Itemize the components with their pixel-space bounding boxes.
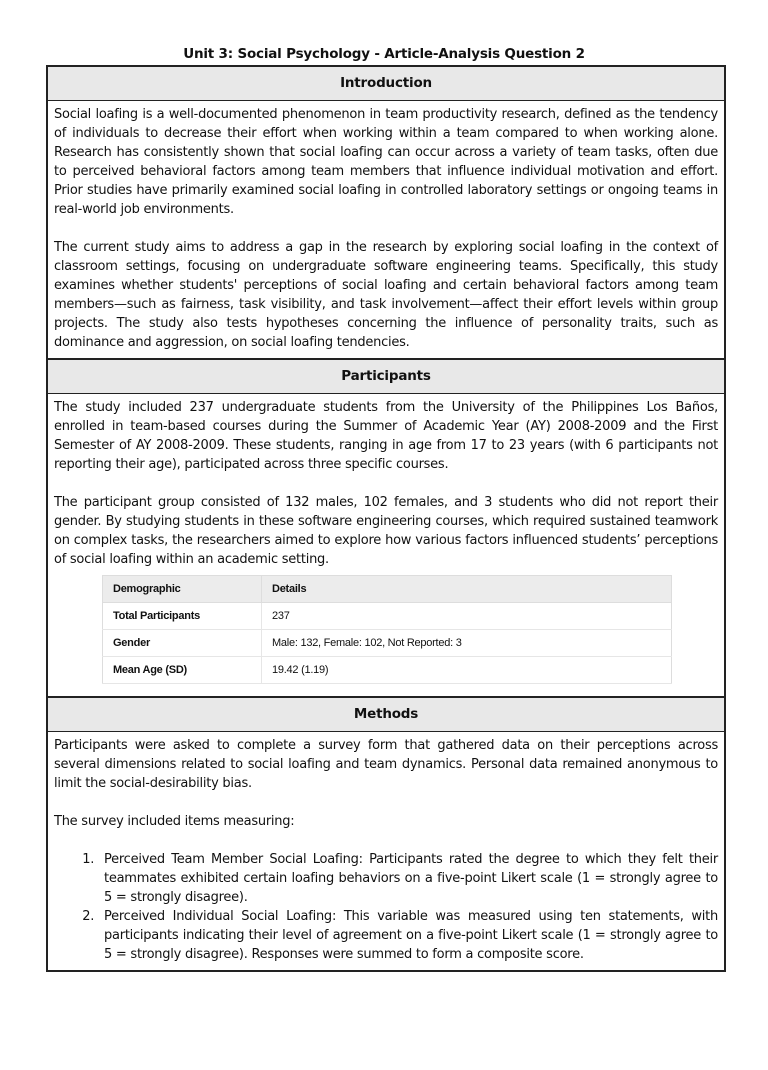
participants-paragraph: The study included 237 undergraduate students from the University of the Philippines Los Baños, enrolled in team-based courses during the Summer of Academic Year (AY) 2008-2009 and the First Semester of AY 2008-2009. These students, ranging in age from 17 to 23 years (with 6 participants not reporting their age), participated across three specific courses.: [54, 400, 718, 472]
list-item: 1. Perceived Team Member Social Loafing: Participants rated the degree to which they felt their teammates exhibited certain loafing behaviors on a five-point Likert scale (1 = strongly agree to 5 = strongly disagree).: [98, 850, 718, 907]
table-cell-value: 237: [262, 603, 672, 630]
table-row: [103, 630, 672, 657]
table-row: [103, 603, 672, 630]
list-item: 2. Perceived Individual Social Loafing: This variable was measured using ten statements, with participants indicating their level of agreement on a five-point Likert scale (1 = strongly agree to 5 = strongly disagree). Responses were summed to form a composite score.: [98, 907, 718, 964]
introduction-heading: Introduction: [48, 67, 724, 101]
article-analysis-box: [46, 65, 726, 972]
page-title: Unit 3: Social Psychology - Article-Analysis Question 2: [183, 46, 585, 62]
methods-paragraph: The survey included items measuring:: [54, 814, 295, 829]
introduction-body: [48, 101, 724, 358]
column-header: Details: [262, 576, 672, 603]
table-header-row: [103, 576, 672, 603]
column-header: Demographic: [103, 576, 262, 603]
methods-body: [48, 732, 724, 970]
introduction-paragraph: Social loafing is a well-documented phenomenon in team productivity research, defined as the tendency of individuals to decrease their effort when working within a team compared to when working alone. Research has consistently shown that social loafing can occur across a variety of team tasks, often due to perceived behavioral factors among team members that influence individual motivation and effort. Prior studies have primarily examined social loafing in controlled laboratory settings or ongoing teams in real-world job environments.: [54, 107, 718, 217]
methods-paragraph: Participants were asked to complete a survey form that gathered data on their perceptions across several dimensions related to social loafing and team dynamics. Personal data remained anonymous to limit the social-desirability bias.: [54, 738, 718, 791]
participants-paragraph: The participant group consisted of 132 males, 102 females, and 3 students who did not report their gender. By studying students in these software engineering courses, which required sustained teamwork on complex tasks, the researchers aimed to explore how various factors influenced students’ perceptions of social loafing within an academic setting.: [54, 495, 718, 567]
table-cell-label: Mean Age (SD): [103, 657, 262, 684]
introduction-paragraph: The current study aims to address a gap in the research by exploring social loafing in the context of classroom settings, focusing on undergraduate software engineering teams. Specifically, this study examines whether students' perceptions of social loafing and certain behavioral factors among team members—such as fairness, task visibility, and task involvement—affect their effort levels within group projects. The study also tests hypotheses concerning the influence of personality traits, such as dominance and aggression, on social loafing tendencies.: [54, 240, 718, 350]
table-cell-value: 19.42 (1.19): [262, 657, 672, 684]
demographics-table: [102, 575, 672, 684]
participants-heading: Participants: [48, 358, 724, 394]
table-cell-value: Male: 132, Female: 102, Not Reported: 3: [262, 630, 672, 657]
table-row: [103, 657, 672, 684]
table-cell-label: Total Participants: [103, 603, 262, 630]
participants-body: [48, 394, 724, 696]
table-cell-label: Gender: [103, 630, 262, 657]
survey-items-list: [54, 850, 718, 964]
methods-heading: Methods: [48, 696, 724, 732]
